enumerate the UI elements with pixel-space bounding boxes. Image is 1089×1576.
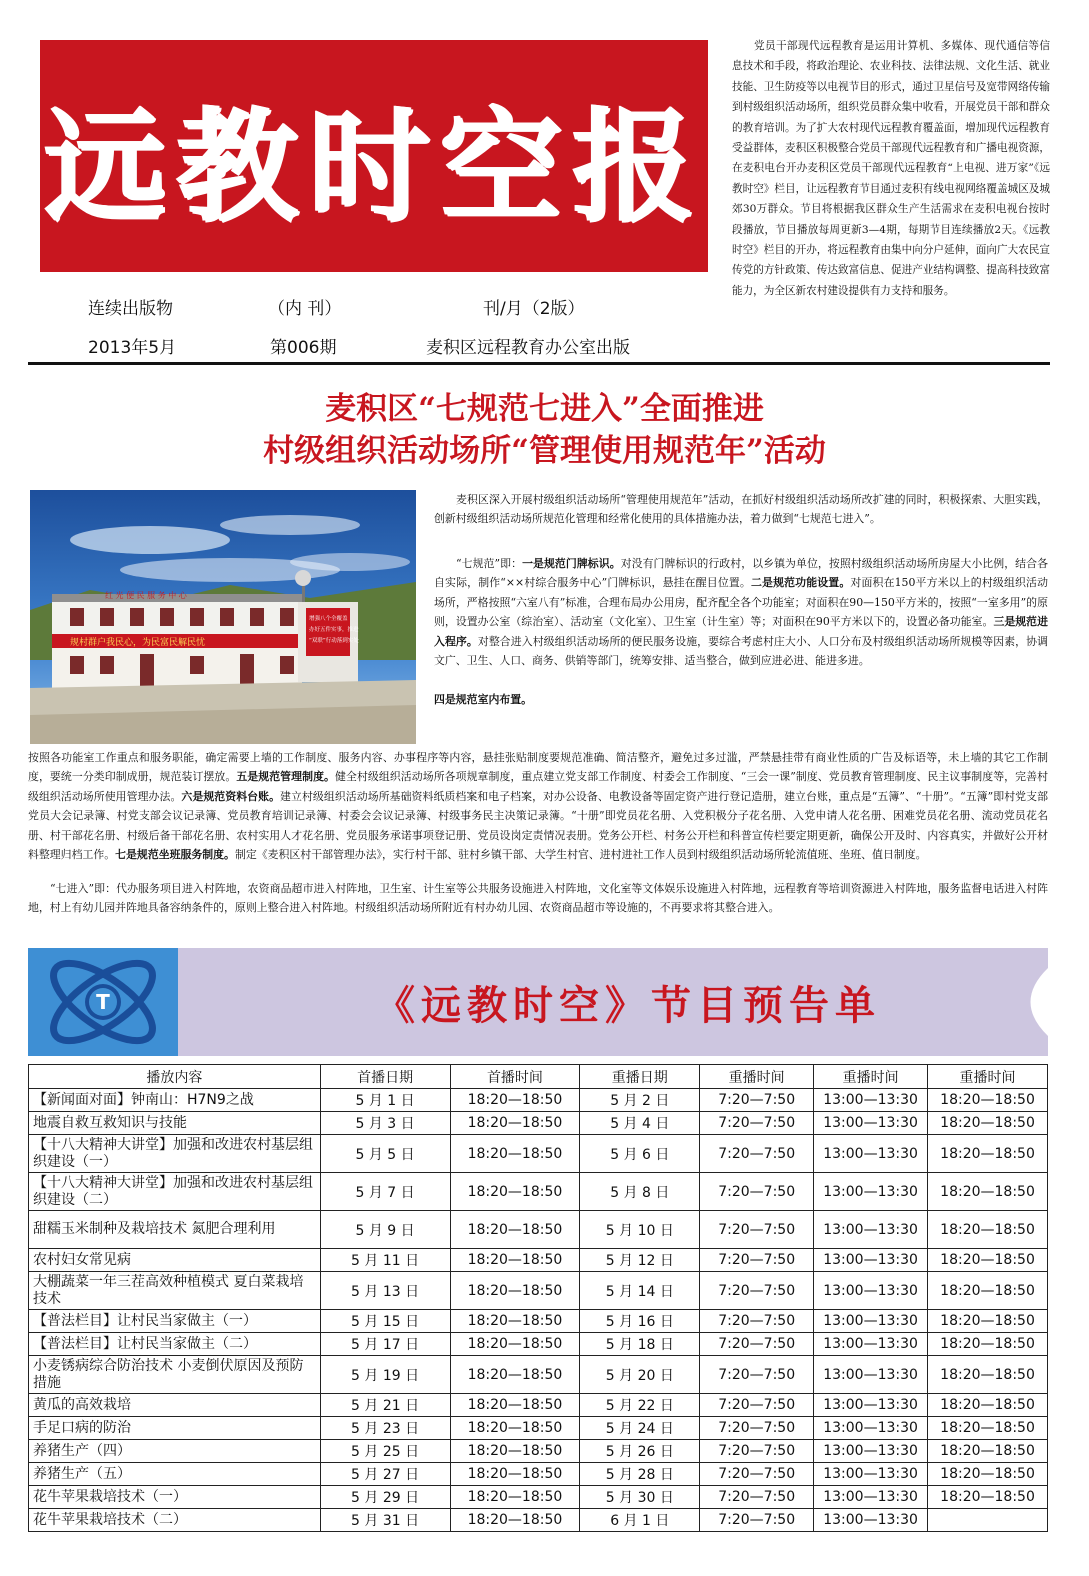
program-title: 黄瓜的高效栽培 [29, 1394, 321, 1417]
rerun-time-1: 7:20—7:50 [700, 1333, 814, 1356]
pub-issue: 第006期 [270, 338, 337, 358]
wall-sign-line-2: 办好五件实事，推进 [309, 627, 359, 633]
rerun-date: 5 月 10 日 [580, 1211, 700, 1249]
rerun-time-2: 13:00—13:30 [814, 1333, 928, 1356]
table-row [29, 1112, 1048, 1135]
rerun-date: 5 月 2 日 [580, 1089, 700, 1112]
rerun-time-1: 7:20—7:50 [700, 1173, 814, 1211]
norm-5-heading: 五是规范管理制度。 [236, 770, 336, 784]
rerun-time-1: 7:20—7:50 [700, 1394, 814, 1417]
rerun-time-3: 18:20—18:50 [928, 1135, 1048, 1173]
rerun-time-3 [928, 1509, 1048, 1532]
article-paragraph-2a [434, 554, 1048, 670]
first-time: 18:20—18:50 [450, 1333, 580, 1356]
program-title: 【十八大精神大讲堂】加强和改进农村基层组织建设（一） [29, 1135, 321, 1173]
program-title: 花牛苹果栽培技术（一） [29, 1486, 321, 1509]
first-time: 18:20—18:50 [450, 1440, 580, 1463]
rerun-date: 5 月 28 日 [580, 1463, 700, 1486]
rerun-date: 5 月 24 日 [580, 1417, 700, 1440]
table-row [29, 1486, 1048, 1509]
wall-sign-line-3: “双联”行动落到实处 [309, 638, 359, 644]
norm-1-heading: 一是规范门牌标识。 [522, 557, 621, 570]
first-time: 18:20—18:50 [450, 1249, 580, 1272]
table-row [29, 1440, 1048, 1463]
header-first-time: 首播时间 [450, 1065, 580, 1089]
rerun-time-1: 7:20—7:50 [700, 1440, 814, 1463]
rerun-time-2: 13:00—13:30 [814, 1417, 928, 1440]
rerun-time-2: 13:00—13:30 [814, 1509, 928, 1532]
masthead-title: 远教时空报 [44, 93, 704, 238]
norm-4-heading: 四是规范室内布置。 [434, 693, 533, 706]
rerun-date: 5 月 26 日 [580, 1440, 700, 1463]
headline-line-2: 村级组织活动场所“管理使用规范年”活动 [263, 433, 826, 469]
rerun-date: 5 月 14 日 [580, 1272, 700, 1310]
section-divider [28, 362, 1050, 365]
table-row [29, 1310, 1048, 1333]
rerun-time-1: 7:20—7:50 [700, 1089, 814, 1112]
rerun-time-3: 18:20—18:50 [928, 1310, 1048, 1333]
first-time: 18:20—18:50 [450, 1310, 580, 1333]
table-row [29, 1417, 1048, 1440]
pub-type: 连续出版物 [88, 299, 173, 319]
logo-letter: T [96, 990, 110, 1014]
first-date: 5 月 1 日 [320, 1089, 450, 1112]
headline-line-1: 麦积区“七规范七进入”全面推进 [325, 391, 764, 427]
first-date: 5 月 11 日 [320, 1249, 450, 1272]
program-title: 【普法栏目】让村民当家做主（二） [29, 1333, 321, 1356]
first-time: 18:20—18:50 [450, 1394, 580, 1417]
rerun-time-1: 7:20—7:50 [700, 1272, 814, 1310]
norm-2-heading: 二是规范功能设置。 [750, 576, 851, 590]
header-rerun-time-1: 重播时间 [700, 1065, 814, 1089]
rerun-time-3: 18:20—18:50 [928, 1356, 1048, 1394]
first-time: 18:20—18:50 [450, 1211, 580, 1249]
header-rerun-time-3: 重播时间 [928, 1065, 1048, 1089]
first-time: 18:20—18:50 [450, 1272, 580, 1310]
rerun-time-1: 7:20—7:50 [700, 1310, 814, 1333]
first-time: 18:20—18:50 [450, 1089, 580, 1112]
rerun-time-2: 13:00—13:30 [814, 1211, 928, 1249]
article-headline [0, 388, 1089, 472]
first-time: 18:20—18:50 [450, 1112, 580, 1135]
rerun-time-2: 13:00—13:30 [814, 1135, 928, 1173]
pub-date: 2013年5月 [88, 338, 177, 358]
norm-7-heading: 七是规范坐班服务制度。 [115, 848, 235, 862]
masthead [40, 40, 708, 272]
first-time: 18:20—18:50 [450, 1509, 580, 1532]
rerun-time-2: 13:00—13:30 [814, 1394, 928, 1417]
program-title: 甜糯玉米制种及栽培技术 氮肥合理利用 [29, 1211, 321, 1249]
roof-sign: 红 光 便 民 服 务 中 心 [105, 591, 187, 600]
article-paragraph-2c [28, 748, 1048, 864]
rerun-time-1: 7:20—7:50 [700, 1135, 814, 1173]
table-row [29, 1333, 1048, 1356]
rerun-time-3: 18:20—18:50 [928, 1486, 1048, 1509]
header-first-date: 首播日期 [320, 1065, 450, 1089]
program-title: 花牛苹果栽培技术（二） [29, 1509, 321, 1532]
first-time: 18:20—18:50 [450, 1173, 580, 1211]
article-paragraph-1: 麦积区深入开展村级组织活动场所“管理使用规范年”活动，在抓好村级组织活动场所改扩建的同时，积极探索、大胆实践，创新村级组织活动场所规范化管理和经常化使用的具体措施办法，着力做到“七规范七进入”。 [434, 493, 1048, 526]
rerun-time-2: 13:00—13:30 [814, 1440, 928, 1463]
table-row [29, 1249, 1048, 1272]
first-date: 5 月 31 日 [320, 1509, 450, 1532]
pub-frequency: 刊/月（2版） [483, 299, 585, 319]
norm-1-text: 对没有门牌标识的行政村，以乡镇为单位，按照村级组织活动场所房屋大小比例，结合各自实际，制作“××村综合服务中心”门牌标识，悬挂在醒目位置。 [434, 557, 1048, 590]
rerun-time-2: 13:00—13:30 [814, 1173, 928, 1211]
first-date: 5 月 21 日 [320, 1394, 450, 1417]
program-title: 养猪生产（五） [29, 1463, 321, 1486]
rerun-time-1: 7:20—7:50 [700, 1249, 814, 1272]
schedule-banner [28, 948, 1048, 1056]
rerun-date: 5 月 12 日 [580, 1249, 700, 1272]
table-row [29, 1509, 1048, 1532]
village-center-photo [30, 490, 416, 744]
norm-7-text: 制定《麦积区村干部管理办法》，实行村干部、驻村乡镇干部、大学生村官、进村进社工作人员到村级组织活动场所轮流值班、坐班、值日制度。 [234, 848, 927, 862]
program-title: 手足口病的防治 [29, 1417, 321, 1440]
seven-norms-lead: “七规范”即： [456, 557, 523, 570]
rerun-time-3: 18:20—18:50 [928, 1089, 1048, 1112]
norm-3-text: 对整合进入村级组织活动场所的便民服务设施，要综合考虑村庄大小、人口分布及村级组织活动场所规模等因素，协调文广、卫生、人口、商务、供销等部门，统筹安排、适当整合，做到应进必进、能进多进。 [434, 634, 1048, 668]
rerun-time-3: 18:20—18:50 [928, 1394, 1048, 1417]
first-time: 18:20—18:50 [450, 1356, 580, 1394]
rerun-time-3: 18:20—18:50 [928, 1333, 1048, 1356]
rerun-time-2: 13:00—13:30 [814, 1112, 928, 1135]
table-row [29, 1356, 1048, 1394]
table-row [29, 1211, 1048, 1249]
program-title: 养猪生产（四） [29, 1440, 321, 1463]
first-date: 5 月 3 日 [320, 1112, 450, 1135]
intro-text: 党员干部现代远程教育是运用计算机、多媒体、现代通信等信息技术和手段，将政治理论、农业科技、法律法规、文化生活、就业技能、卫生防疫等以电视节目的形式，通过卫星信号及宽带网络传输到村级组织活动场所，组织党员群众集中收看，开展党员干部和群众的教育培训。为了扩大农村现代远程教育覆盖面，增加现代远程教育受益群体，麦积区积极整合党员干部现代远程教育和广播电视资源，在麦积电台开办麦积区党员干部现代远程教育“上电视、进万家”《远教时空》栏目，让远程教育节目通过麦积有线电视网络覆盖城区及城郊30万群众。节目将根据我区群众生产生活需求在麦积电视台按时段播放，节目播放每周更新3—4期，每期节目连续播放2天。《远教时空》栏目的开办，将远程教育由集中向分户延伸，面向广大农民宣传党的方针政策、传达致富信息、促进产业结构调整、提高科技致富能力，为全区新农村建设提供有力支持和服务。 [732, 40, 1050, 297]
rerun-time-2: 13:00—13:30 [814, 1463, 928, 1486]
rerun-time-3: 18:20—18:50 [928, 1249, 1048, 1272]
article-photo [30, 490, 416, 744]
first-date: 5 月 27 日 [320, 1463, 450, 1486]
first-date: 5 月 9 日 [320, 1211, 450, 1249]
rerun-time-3: 18:20—18:50 [928, 1173, 1048, 1211]
program-title: 小麦锈病综合防治技术 小麦倒伏原因及预防措施 [29, 1356, 321, 1394]
norm-4-text: 按照各功能室工作重点和服务职能，确定需要上墙的工作制度、服务内容、办事程序等内容，悬挂张贴制度要规范准确、简洁整齐，避免过多过滥，严禁悬挂带有商业性质的广告及标语等，未上墙的其它工作制度，要统一分类印制成册，规范装订摆放。 [28, 751, 1048, 784]
article-paragraph-2b [434, 690, 1048, 709]
rerun-time-3: 18:20—18:50 [928, 1463, 1048, 1486]
program-title: 【普法栏目】让村民当家做主（一） [29, 1310, 321, 1333]
article-paragraph-3: “七进入”即：代办服务项目进入村阵地，农资商品超市进入村阵地，卫生室、计生室等公共服务设施进入村阵地，文化室等文体娱乐设施进入村阵地，远程教育等培训资源进入村阵地，服务监督电话进入村阵地，村上有幼儿园并阵地具备容纳条件的，原则上整合进入村阵地。村级组织活动场所附近有村办幼儿园、农资商品超市等设施的，不再要求将其整合进入。 [28, 882, 1048, 915]
rerun-date: 5 月 8 日 [580, 1173, 700, 1211]
norm-5-text: 健全村级组织活动场所各项规章制度，重点建立党支部工作制度、村委会工作制度、“三会一课”制度、党员教育管理制度、民主议事制度等，完善村级组织活动场所使用管理办法。 [28, 770, 1048, 803]
first-date: 5 月 15 日 [320, 1310, 450, 1333]
rerun-time-2: 13:00—13:30 [814, 1249, 928, 1272]
rerun-time-1: 7:20—7:50 [700, 1211, 814, 1249]
table-row [29, 1173, 1048, 1211]
program-title: 【十八大精神大讲堂】加强和改进农村基层组织建设（二） [29, 1173, 321, 1211]
program-title: 地震自救互救知识与技能 [29, 1112, 321, 1135]
first-date: 5 月 19 日 [320, 1356, 450, 1394]
rerun-time-3: 18:20—18:50 [928, 1440, 1048, 1463]
rerun-time-3: 18:20—18:50 [928, 1272, 1048, 1310]
rerun-time-1: 7:20—7:50 [700, 1486, 814, 1509]
wall-sign-line-1: 增强八个全覆盖 [309, 616, 348, 622]
rerun-time-2: 13:00—13:30 [814, 1272, 928, 1310]
rerun-time-1: 7:20—7:50 [700, 1463, 814, 1486]
rerun-time-3: 18:20—18:50 [928, 1417, 1048, 1440]
first-date: 5 月 5 日 [320, 1135, 450, 1173]
rerun-date: 5 月 22 日 [580, 1394, 700, 1417]
building-banner: 规村群户我民心，为民富民解民忧 [70, 638, 206, 648]
rerun-time-1: 7:20—7:50 [700, 1112, 814, 1135]
first-date: 5 月 7 日 [320, 1173, 450, 1211]
table-header-row [29, 1065, 1048, 1089]
table-row [29, 1135, 1048, 1173]
pub-internal: （内 刊） [268, 299, 342, 319]
program-title: 农村妇女常见病 [29, 1249, 321, 1272]
rerun-time-3: 18:20—18:50 [928, 1112, 1048, 1135]
first-date: 5 月 17 日 [320, 1333, 450, 1356]
schedule-title: 《远教时空》节目预告单 [375, 982, 881, 1029]
first-time: 18:20—18:50 [450, 1417, 580, 1440]
program-title: 大棚蔬菜一年三茬高效种植模式 夏白菜栽培技术 [29, 1272, 321, 1310]
rerun-date: 5 月 18 日 [580, 1333, 700, 1356]
norm-3-heading: 三是规范进入程序。 [434, 615, 1048, 648]
rerun-time-3: 18:20—18:50 [928, 1211, 1048, 1249]
first-time: 18:20—18:50 [450, 1486, 580, 1509]
pub-publisher: 麦积区远程教育办公室出版 [426, 338, 630, 358]
schedule-table [28, 1064, 1048, 1532]
header-content: 播放内容 [29, 1065, 321, 1089]
rerun-time-2: 13:00—13:30 [814, 1089, 928, 1112]
rerun-time-1: 7:20—7:50 [700, 1509, 814, 1532]
rerun-time-1: 7:20—7:50 [700, 1417, 814, 1440]
rerun-date: 5 月 30 日 [580, 1486, 700, 1509]
rerun-date: 5 月 20 日 [580, 1356, 700, 1394]
first-time: 18:20—18:50 [450, 1463, 580, 1486]
program-title: 【新闻面对面】钟南山：H7N9之战 [29, 1089, 321, 1112]
table-row [29, 1394, 1048, 1417]
norm-6-text: 建立村级组织活动场所基础资料纸质档案和电子档案，对办公设备、电教设备等固定资产进行登记造册，建立台账，重点是“五簿”、“十册”。“五簿”即村党支部党员大会记录簿、村党支部会议记录簿、党员教育培训记录簿、村委会会议记录簿、村级事务民主决策记录簿。“十册”即党员花名册、入党积极分子花名册、入党申请人花名册、困难党员花名册、流动党员花名册、村干部花名册、村级后备干部花名册、农村实用人才花名册、党员服务承诺事项登记册、党员设岗定责情况表册。党务公开栏、村务公开栏和科普宣传栏要定期更新，确保公开及时、内容真实，并做好公开材料整理归档工作。 [28, 789, 1048, 862]
rerun-time-1: 7:20—7:50 [700, 1356, 814, 1394]
rerun-date: 5 月 16 日 [580, 1310, 700, 1333]
rerun-date: 6 月 1 日 [580, 1509, 700, 1532]
header-rerun-date: 重播日期 [580, 1065, 700, 1089]
first-date: 5 月 29 日 [320, 1486, 450, 1509]
first-date: 5 月 25 日 [320, 1440, 450, 1463]
first-date: 5 月 13 日 [320, 1272, 450, 1310]
norm-6-heading: 六是规范资料台账。 [181, 789, 281, 803]
rerun-time-2: 13:00—13:30 [814, 1486, 928, 1509]
rerun-time-2: 13:00—13:30 [814, 1310, 928, 1333]
header-rerun-time-2: 重播时间 [814, 1065, 928, 1089]
rerun-time-2: 13:00—13:30 [814, 1356, 928, 1394]
table-row [29, 1463, 1048, 1486]
rerun-date: 5 月 6 日 [580, 1135, 700, 1173]
table-row [29, 1272, 1048, 1310]
rerun-date: 5 月 4 日 [580, 1112, 700, 1135]
first-time: 18:20—18:50 [450, 1135, 580, 1173]
first-date: 5 月 23 日 [320, 1417, 450, 1440]
norm-2-text: 对面积在150平方米以上的村级组织活动场所，严格按照“六室八有”标准，合理布局办公用房，配齐配全各个功能室；对面积在90—150平方米的，按照“一室多用”的原则，设置办公室（综治室）、活动室（文化室）、卫生室（计生室）等；对面积在90平方米以下的，设置必备功能室。 [434, 576, 1048, 629]
table-row [29, 1089, 1048, 1112]
